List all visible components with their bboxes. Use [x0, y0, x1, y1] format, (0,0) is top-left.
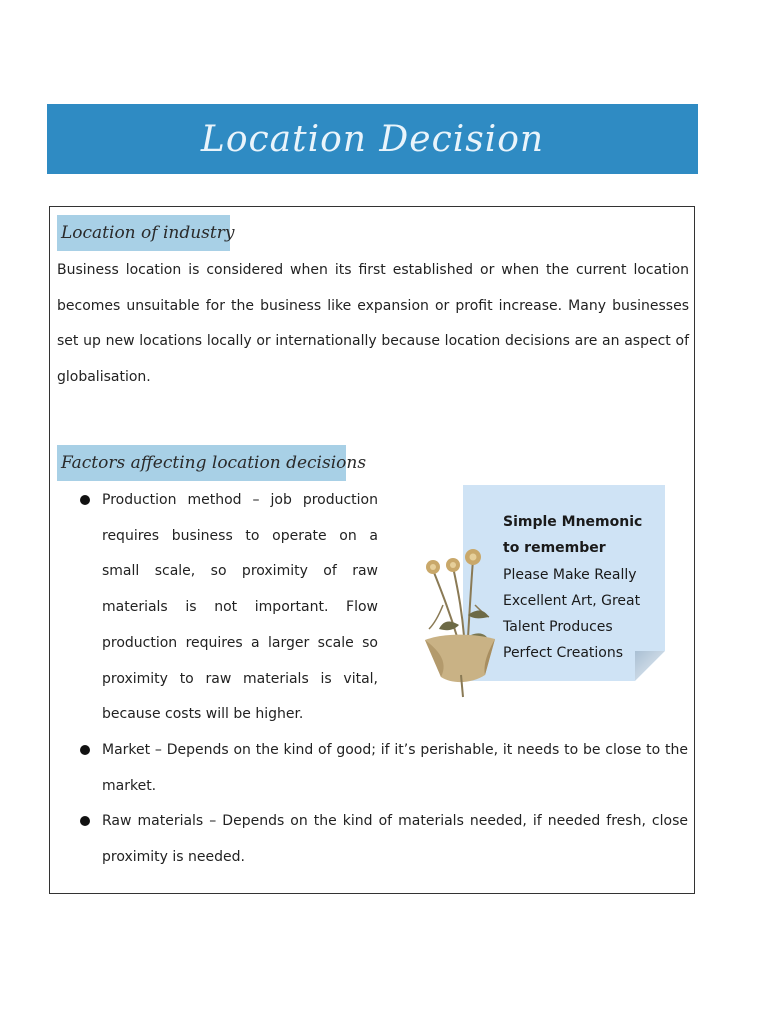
list-item-text: Raw materials – Depends on the kind of materials needed, if needed fresh, close proximity is needed.: [102, 813, 688, 866]
list-item-text: Market – Depends on the kind of good; if it’s perishable, it needs to be close to the market.: [102, 741, 688, 794]
bullet-icon: [80, 745, 90, 755]
note-title: Simple Mnemonic to remember: [503, 514, 643, 557]
list-item-production-method: [50, 483, 378, 733]
list-item-raw-materials: [50, 804, 688, 875]
list-item-market: [50, 733, 688, 804]
dried-flower-icon: [413, 545, 503, 700]
section-heading-factors: Factors affecting location decisions: [57, 445, 346, 481]
bullet-icon: [80, 495, 90, 505]
note-body: Please Make Really Excellent Art, Great Talent Produces Perfect Creations: [503, 566, 641, 662]
list-item-text: Production method – job production requires business to operate on a small scale, so proximity of raw materials is not important. Flow production requires a larger scale so proximity to raw materials is vital, because costs will be higher.: [102, 492, 378, 723]
title-banner: [47, 104, 698, 174]
location-paragraph: Business location is considered when its first established or when the current location becomes unsuitable for the business like expansion or profit increase. Many businesses set up new locations locally or internationally because location decisions are an aspect of globalisation.: [57, 262, 689, 386]
page-title: Location Decision: [200, 118, 545, 160]
bullet-icon: [80, 816, 90, 826]
section-heading-location-of-industry: Location of industry: [57, 215, 230, 251]
note-fold-flap: [635, 651, 665, 681]
